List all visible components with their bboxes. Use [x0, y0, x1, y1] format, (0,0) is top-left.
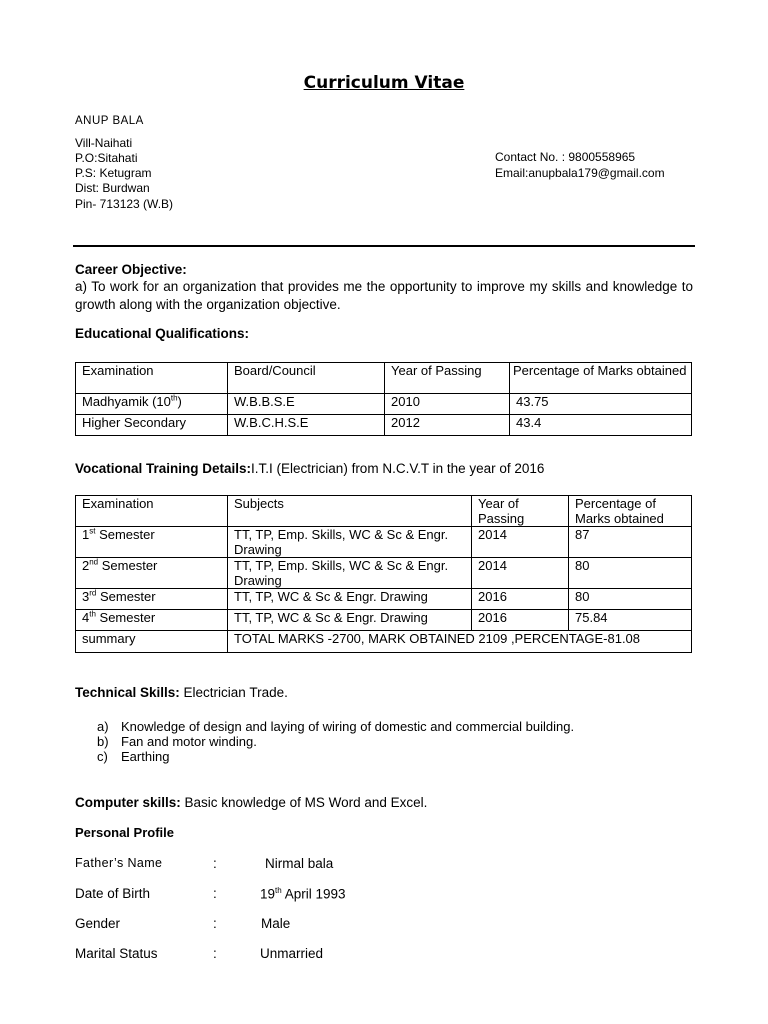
- contact-phone: Contact No. : 9800558965: [495, 150, 636, 164]
- table-header-cell: Percentage of Marks obtained: [569, 496, 692, 527]
- table-cell-subjects: TT, TP, WC & Sc & Engr. Drawing: [228, 589, 472, 610]
- table-header-row: [76, 363, 692, 394]
- profile-label-marital: Marital Status: [75, 946, 158, 961]
- education-heading: Educational Qualifications:: [75, 326, 250, 341]
- table-header-cell: Year of Passing: [385, 363, 510, 394]
- table-row: [76, 610, 692, 631]
- address-district: Dist: Burdwan: [75, 181, 150, 195]
- table-cell-semester: 3rd Semester: [76, 589, 228, 610]
- table-cell-year: 2014: [472, 527, 569, 558]
- profile-colon: :: [213, 916, 217, 931]
- table-cell-percentage: 43.75: [510, 394, 692, 415]
- profile-label-father: Father’s Name: [75, 856, 163, 870]
- profile-label-gender: Gender: [75, 916, 121, 931]
- table-cell-exam: Higher Secondary: [76, 415, 228, 436]
- table-cell-percentage: 75.84: [569, 610, 692, 631]
- profile-value-dob: 19th April 1993: [260, 886, 346, 902]
- profile-value-gender: Male: [261, 916, 291, 931]
- table-cell-percentage: 80: [569, 558, 692, 589]
- profile-label-dob: Date of Birth: [75, 886, 151, 901]
- profile-value-father: Nirmal bala: [265, 856, 334, 871]
- profile-colon: :: [213, 946, 217, 961]
- table-cell-subjects: TT, TP, WC & Sc & Engr. Drawing: [228, 610, 472, 631]
- career-objective-heading: Career Objective:: [75, 262, 187, 277]
- table-summary-row: [76, 631, 692, 653]
- address-post-office: P.O:Sitahati: [75, 151, 138, 165]
- table-cell-percentage: 80: [569, 589, 692, 610]
- vocational-training-line: [75, 461, 544, 476]
- vocational-heading: Vocational Training Details:: [75, 461, 252, 476]
- table-cell-percentage: 43.4: [510, 415, 692, 436]
- list-item: b) Fan and motor winding.: [97, 734, 257, 749]
- technical-skills-line: [75, 685, 288, 700]
- table-cell-summary-label: summary: [76, 631, 228, 653]
- technical-skills-list: [97, 719, 574, 764]
- table-header-row: [76, 496, 692, 527]
- address-village: Vill-Naihati: [75, 136, 133, 150]
- table-cell-year: 2010: [385, 394, 510, 415]
- table-cell-semester: 2nd Semester: [76, 558, 228, 589]
- personal-profile-heading: Personal Profile: [75, 825, 174, 840]
- education-table: [75, 362, 692, 436]
- table-cell-exam: Madhyamik (10th): [76, 394, 228, 415]
- table-row: [76, 527, 692, 558]
- technical-heading: Technical Skills:: [75, 685, 180, 700]
- table-row: [76, 394, 692, 415]
- header-divider: [73, 245, 695, 247]
- table-row: [76, 589, 692, 610]
- document-title: Curriculum Vitae: [303, 73, 465, 93]
- vocational-text: I.T.I (Electrician) from N.C.V.T in the year of 2016: [251, 461, 545, 476]
- table-cell-year: 2012: [385, 415, 510, 436]
- contact-email: Email:anupbala179@gmail.com: [495, 166, 665, 180]
- technical-text: Electrician Trade.: [179, 685, 288, 700]
- list-item: a) Knowledge of design and laying of wiring of domestic and commercial building.: [97, 719, 575, 734]
- profile-colon: :: [213, 856, 217, 871]
- table-header-cell: Examination: [76, 363, 228, 394]
- profile-colon: :: [213, 886, 217, 901]
- table-cell-subjects: TT, TP, Emp. Skills, WC & Sc & Engr. Drawing: [228, 558, 472, 589]
- table-cell-year: 2016: [472, 589, 569, 610]
- table-row: [76, 558, 692, 589]
- table-cell-percentage: 87: [569, 527, 692, 558]
- computer-skills-line: [75, 795, 427, 810]
- table-cell-board: W.B.C.H.S.E: [228, 415, 385, 436]
- candidate-name: ANUP BALA: [75, 115, 144, 127]
- table-header-cell: Examination: [76, 496, 228, 527]
- table-cell-year: 2014: [472, 558, 569, 589]
- table-header-cell: Subjects: [228, 496, 472, 527]
- table-header-cell: Percentage of Marks obtained: [510, 363, 692, 394]
- table-cell-semester: 4th Semester: [76, 610, 228, 631]
- career-objective-text: a) To work for an organization that provides me the opportunity to improve my skills and knowledge to growth along with the organization objective.: [75, 279, 693, 312]
- table-cell-board: W.B.B.S.E: [228, 394, 385, 415]
- table-header-cell: Board/Council: [228, 363, 385, 394]
- profile-value-marital: Unmarried: [260, 946, 324, 961]
- computer-text: Basic knowledge of MS Word and Excel.: [180, 795, 428, 810]
- vocational-table: [75, 495, 692, 653]
- computer-heading: Computer skills:: [75, 795, 181, 810]
- list-item: c) Earthing: [97, 749, 170, 764]
- table-cell-semester: 1st Semester: [76, 527, 228, 558]
- address-police-station: P.S: Ketugram: [75, 166, 152, 180]
- table-header-cell: Year of Passing: [472, 496, 569, 527]
- table-cell-subjects: TT, TP, Emp. Skills, WC & Sc & Engr. Drawing: [228, 527, 472, 558]
- table-cell-year: 2016: [472, 610, 569, 631]
- address-pin: Pin- 713123 (W.B): [75, 197, 174, 211]
- table-row: [76, 415, 692, 436]
- table-cell-summary-text: TOTAL MARKS -2700, MARK OBTAINED 2109 ,PERCENTAGE-81.08: [228, 631, 692, 653]
